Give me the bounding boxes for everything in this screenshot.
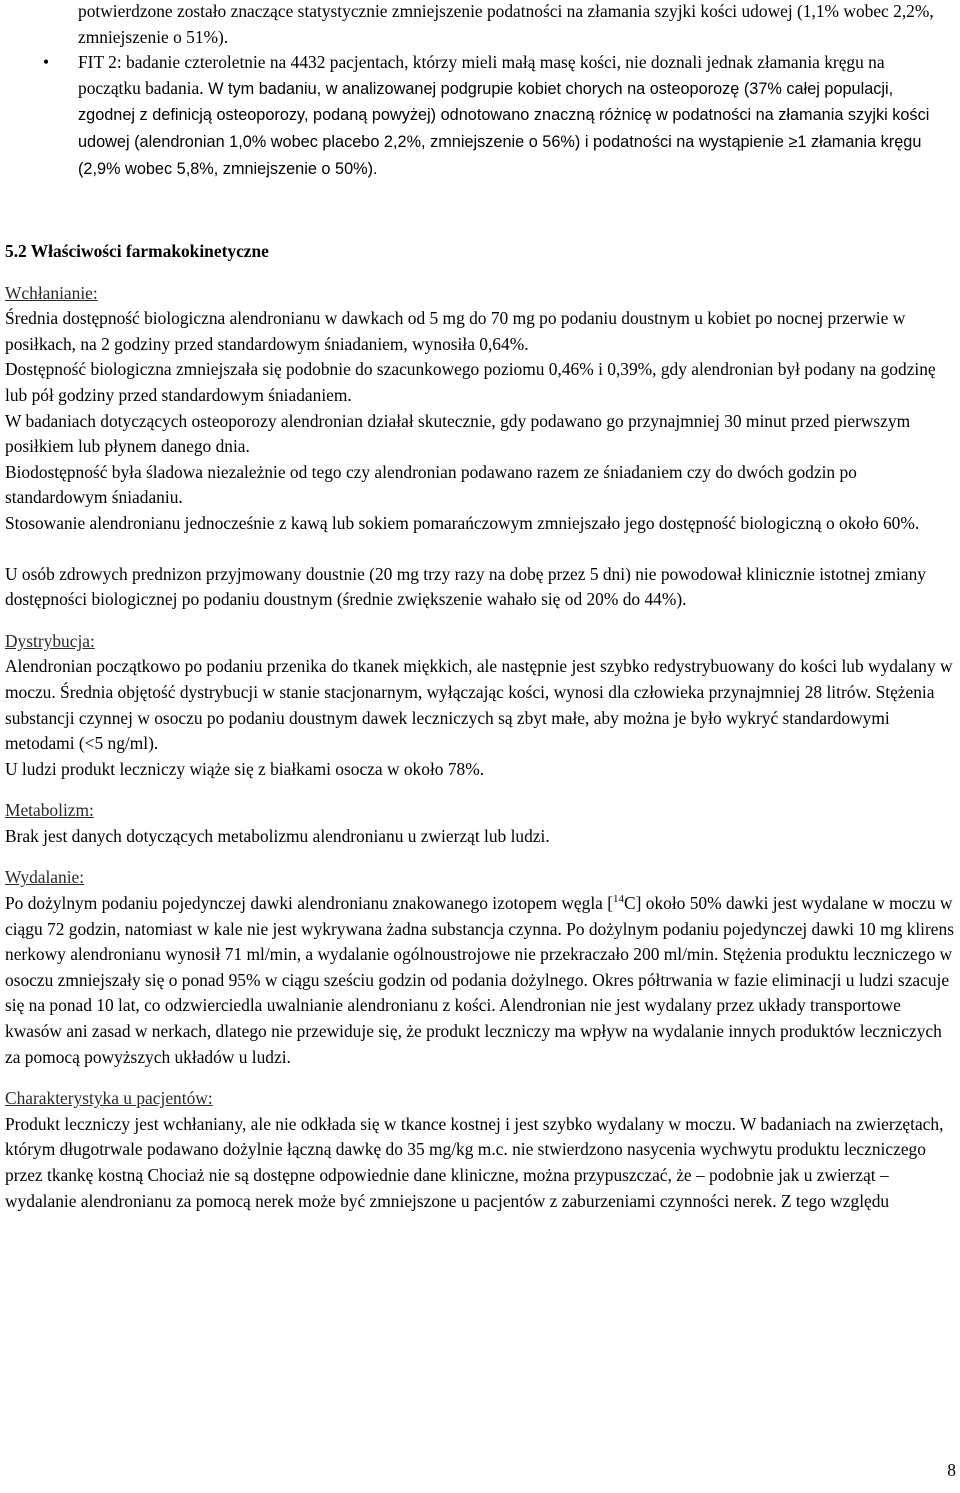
paragraph: Alendronian początkowo po podaniu przenika do tkanek miękkich, ale następnie jest szybko redystrybuowany do kości lub wydalany w moczu. Średnia objętość dystrybucji w stanie stacjonarnym, wyłączając kości, wynosi dla człowieka przynajmniej 28 litrów. Stężenia substancji czynnej w osoczu po podaniu doustnym dawek leczniczych są zbyt małe, aby można je było wykryć standardowymi metodami (<5 ng/ml). (5, 656, 953, 754)
subheading-charakterystyka: Charakterystyka u pacjentów: (5, 1088, 213, 1109)
paragraph: Brak jest danych dotyczących metabolizmu alendronianu u zwierząt lub ludzi. (5, 825, 550, 846)
paragraph-part: Po dożylnym podaniu pojedynczej dawki alendronianu znakowanego izotopem węgla [ (5, 893, 614, 914)
paragraph-wydalanie (5, 891, 955, 1070)
bullet-text: FIT 2: badanie czteroletnie na 4432 pacjentach, którzy mieli małą masę kości, nie doznali jednak złamania kręgu na początku badania. (78, 52, 885, 98)
paragraph-part: C] około 50% dawki jest wydalane w moczu w ciągu 72 godzin, natomiast w kale nie jest wykrywana żadna substancja czynna. Po dożylnym podaniu pojedynczej dawki 10 mg klirens nerkowy alendronianu wynosił 71 ml/min, a wydalanie ogólnoustrojowe nie przekraczało 200 ml/min. Stężenia produktu leczniczego w osoczu zmniejszały się o ponad 95% w ciągu sześciu godzin od podania dożylnego. Okres półtrwania w fazie eliminacji u ludzi szacuje się na ponad 10 lat, co odzwierciedla uwalnianie alendronianu z kości. Alendronian nie jest wydalany przez układy transportowe kwasów ani zasad w nerkach, dlatego nie przewiduje się, że produkt leczniczy ma wpływ na wydalanie innych produktów leczniczych za pomocą powyższych układów u ludzi. (5, 893, 954, 1067)
paragraph: U ludzi produkt leczniczy wiąże się z białkami osocza w około 78%. (5, 758, 485, 779)
bullet-item-fit1-continued (0, 0, 960, 50)
subheading-wydalanie: Wydalanie: (5, 867, 85, 888)
paragraph: Produkt leczniczy jest wchłaniany, ale nie odkłada się w tkance kostnej i jest szybko wydalany w moczu. W badaniach na zwierzętach, którym długotrwale podawano dożylnie łączną dawkę do 35 mg/kg m.c. nie stwierdzono nasycenia wychwytu produktu leczniczego przez tkankę kostną Chociaż nie są dostępne odpowiednie dane kliniczne, można przypuszczać, że – podobnie jak u zwierząt – wydalanie alendronianu za pomocą nerek może być zmniejszone u pacjentów z zaburzeniami czynności nerek. Z tego względu (5, 1113, 944, 1211)
paragraph: U osób zdrowych prednizon przyjmowany doustnie (20 mg trzy razy na dobę przez 5 dni) nie powodował klinicznie istotnej zmiany dostępności biologicznej po podaniu doustnym (średnie zwiększenie wahało się od 20% do 44%). (5, 563, 926, 610)
page-number: 8 (947, 1460, 956, 1480)
bullet-text-sans: W tym badaniu, w analizowanej podgrupie kobiet chorych na osteoporozę (37% całej populacji, zgodnej z definicją osteoporozy, podaną powyżej) odnotowano znaczną różnicę w podatności na złamania szyjki kości udowej (alendronian 1,0% wobec placebo 2,2%, zmniejszenie o 56%) i podatności na wystąpienie ≥1 złamania kręgu (2,9% wobec 5,8%, zmniejszenie o 50%). (78, 79, 930, 178)
subheading-metabolizm: Metabolizm: (5, 800, 94, 821)
bullet-item-fit2 (0, 50, 960, 182)
paragraph: Biodostępność była śladowa niezależnie od tego czy alendronian podawano razem ze śniadaniem czy do dwóch godzin po standardowym śniadaniu. (5, 461, 857, 508)
paragraph: Stosowanie alendronianu jednocześnie z kawą lub sokiem pomarańczowym zmniejszało jego dostępność biologiczną o około 60%. (5, 512, 920, 533)
paragraph: Średnia dostępność biologiczna alendronianu w dawkach od 5 mg do 70 mg po podaniu doustnym u kobiet po nocnej przerwie w posiłkach, na 2 godziny przed standardowym śniadaniem, wynosiła 0,64%. (5, 308, 906, 354)
bullet-text: potwierdzone zostało znaczące statystycznie zmniejszenie podatności na złamania szyjki kości udowej (1,1% wobec 2,2%, zmniejszenie o 51%). (78, 1, 934, 47)
isotope-superscript: 14 (613, 893, 625, 906)
subheading-dystrybucja: Dystrybucja: (5, 630, 95, 651)
bullet-dot-icon: • (43, 52, 50, 73)
section-body (5, 239, 955, 1214)
paragraph: W badaniach dotyczących osteoporozy alendronian działał skutecznie, gdy podawano go przynajmniej 30 minut przed pierwszym posiłkiem lub płynem danego dnia. (5, 410, 911, 457)
subheading-wchlanianie: Wchłanianie: (5, 282, 98, 303)
paragraph: Dostępność biologiczna zmniejszała się podobnie do szacunkowego poziomu 0,46% i 0,39%, gdy alendronian był podany na godzinę lub pół godziny przed standardowym śniadaniem. (5, 359, 936, 405)
bullet-list (0, 0, 960, 182)
section-heading: 5.2 Właściwości farmakokinetyczne (5, 241, 269, 261)
